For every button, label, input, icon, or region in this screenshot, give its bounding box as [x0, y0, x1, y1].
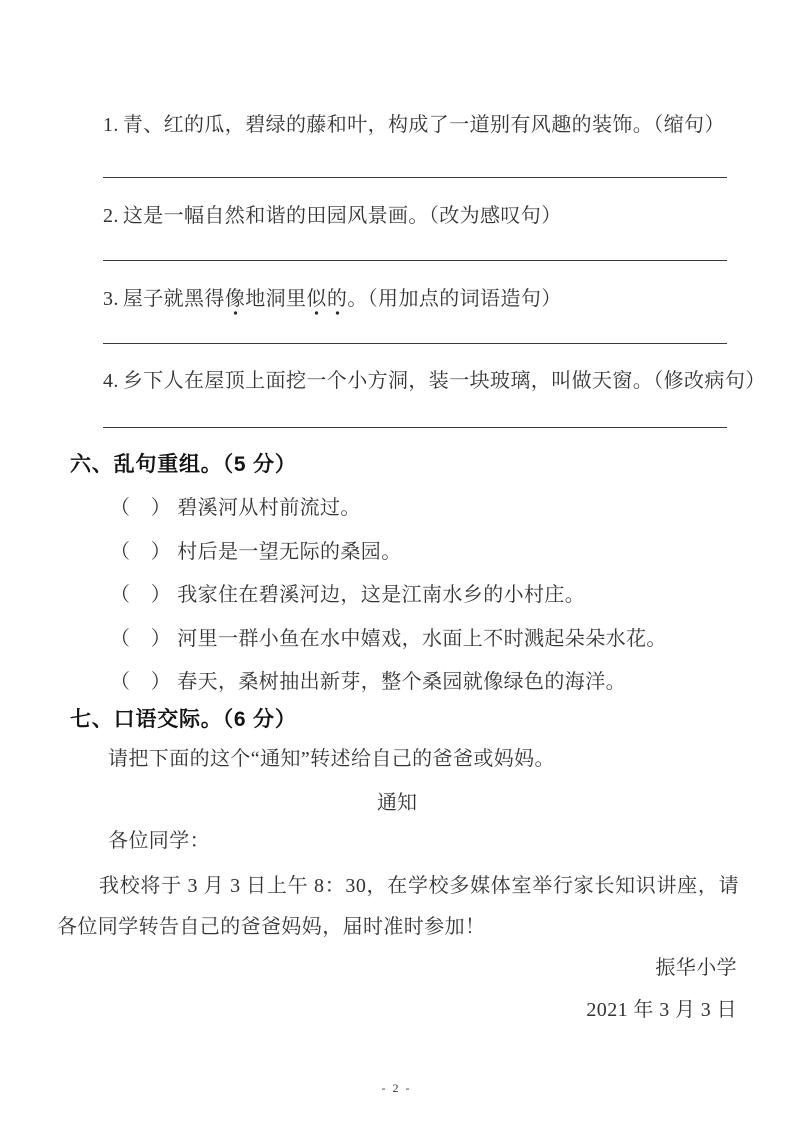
reorder-item-4: [110, 626, 667, 652]
sequence-blank-4: （ ）: [110, 628, 172, 650]
question-2-number: 2.: [103, 205, 119, 227]
question-3-number: 3.: [103, 288, 119, 310]
question-3-dotted-word-2: 似的: [306, 288, 347, 316]
answer-blank-2: [103, 260, 727, 261]
reorder-item-2-text: 村后是一望无际的桑园。: [177, 541, 402, 563]
notice-signer: 振华小学: [655, 957, 737, 979]
sequence-blank-2: （ ）: [110, 541, 172, 563]
answer-blank-4: [103, 427, 727, 428]
notice-body: 我校将于 3 月 3 日上午 8：30，在学校多媒体室举行家长知识讲座，请各位同学转告自己的爸爸妈妈，届时准时参加！: [57, 875, 739, 938]
sequence-blank-3: （ ）: [110, 584, 172, 606]
question-2-text: 这是一幅自然和谐的田园风景画。: [122, 205, 429, 227]
sequence-blank-5: （ ）: [110, 671, 172, 693]
question-3-dotted-word-1: 像: [225, 288, 245, 316]
notice-title: 通知: [377, 792, 417, 814]
reorder-item-2: [110, 539, 402, 565]
reorder-item-1-text: 碧溪河从村前流过。: [177, 497, 361, 519]
question-4: [103, 368, 766, 394]
reorder-item-1: [110, 495, 361, 521]
reorder-item-5-text: 春天，桑树抽出新芽，整个桑园就像绿色的海洋。: [177, 671, 627, 693]
reorder-item-5: [110, 669, 626, 695]
reorder-item-3-text: 我家住在碧溪河边，这是江南水乡的小村庄。: [177, 584, 586, 606]
question-1-text: 青、红的瓜，碧绿的藤和叶，构成了一道别有风趣的装饰。: [122, 114, 654, 136]
reorder-item-3: [110, 582, 585, 608]
section-six-heading: 六、乱句重组。（5 分）: [70, 453, 297, 476]
question-3-text-end: 。: [347, 288, 368, 310]
question-1-number: 1.: [103, 114, 119, 136]
question-4-hint: （修改病句）: [653, 370, 766, 392]
answer-blank-3: [103, 343, 727, 344]
question-2: [103, 203, 562, 229]
sequence-blank-1: （ ）: [110, 497, 172, 519]
section-seven-intro: 请把下面的这个“通知”转述给自己的爸爸或妈妈。: [108, 748, 555, 770]
question-3-text-mid: 地洞里: [245, 288, 307, 310]
question-3-hint: （用加点的词语造句）: [367, 288, 562, 310]
section-seven-heading: 七、口语交际。（6 分）: [70, 708, 297, 731]
question-1: [103, 112, 725, 138]
notice-salutation: 各位同学：: [108, 830, 210, 852]
page-number: - 2 -: [381, 1081, 412, 1095]
question-1-hint: （缩句）: [653, 114, 725, 136]
answer-blank-1: [103, 177, 727, 178]
notice-date: 2021 年 3 月 3 日: [586, 999, 737, 1021]
question-4-number: 4.: [103, 370, 119, 392]
question-3-text-pre: 屋子就黑得: [122, 288, 225, 310]
question-2-hint: （改为感叹句）: [428, 205, 562, 227]
question-3: [103, 286, 562, 312]
question-4-text: 乡下人在屋顶上面挖一个小方洞，装一块玻璃，叫做天窗。: [122, 370, 654, 392]
reorder-item-4-text: 河里一群小鱼在水中嬉戏，水面上不时溅起朵朵水花。: [177, 628, 667, 650]
